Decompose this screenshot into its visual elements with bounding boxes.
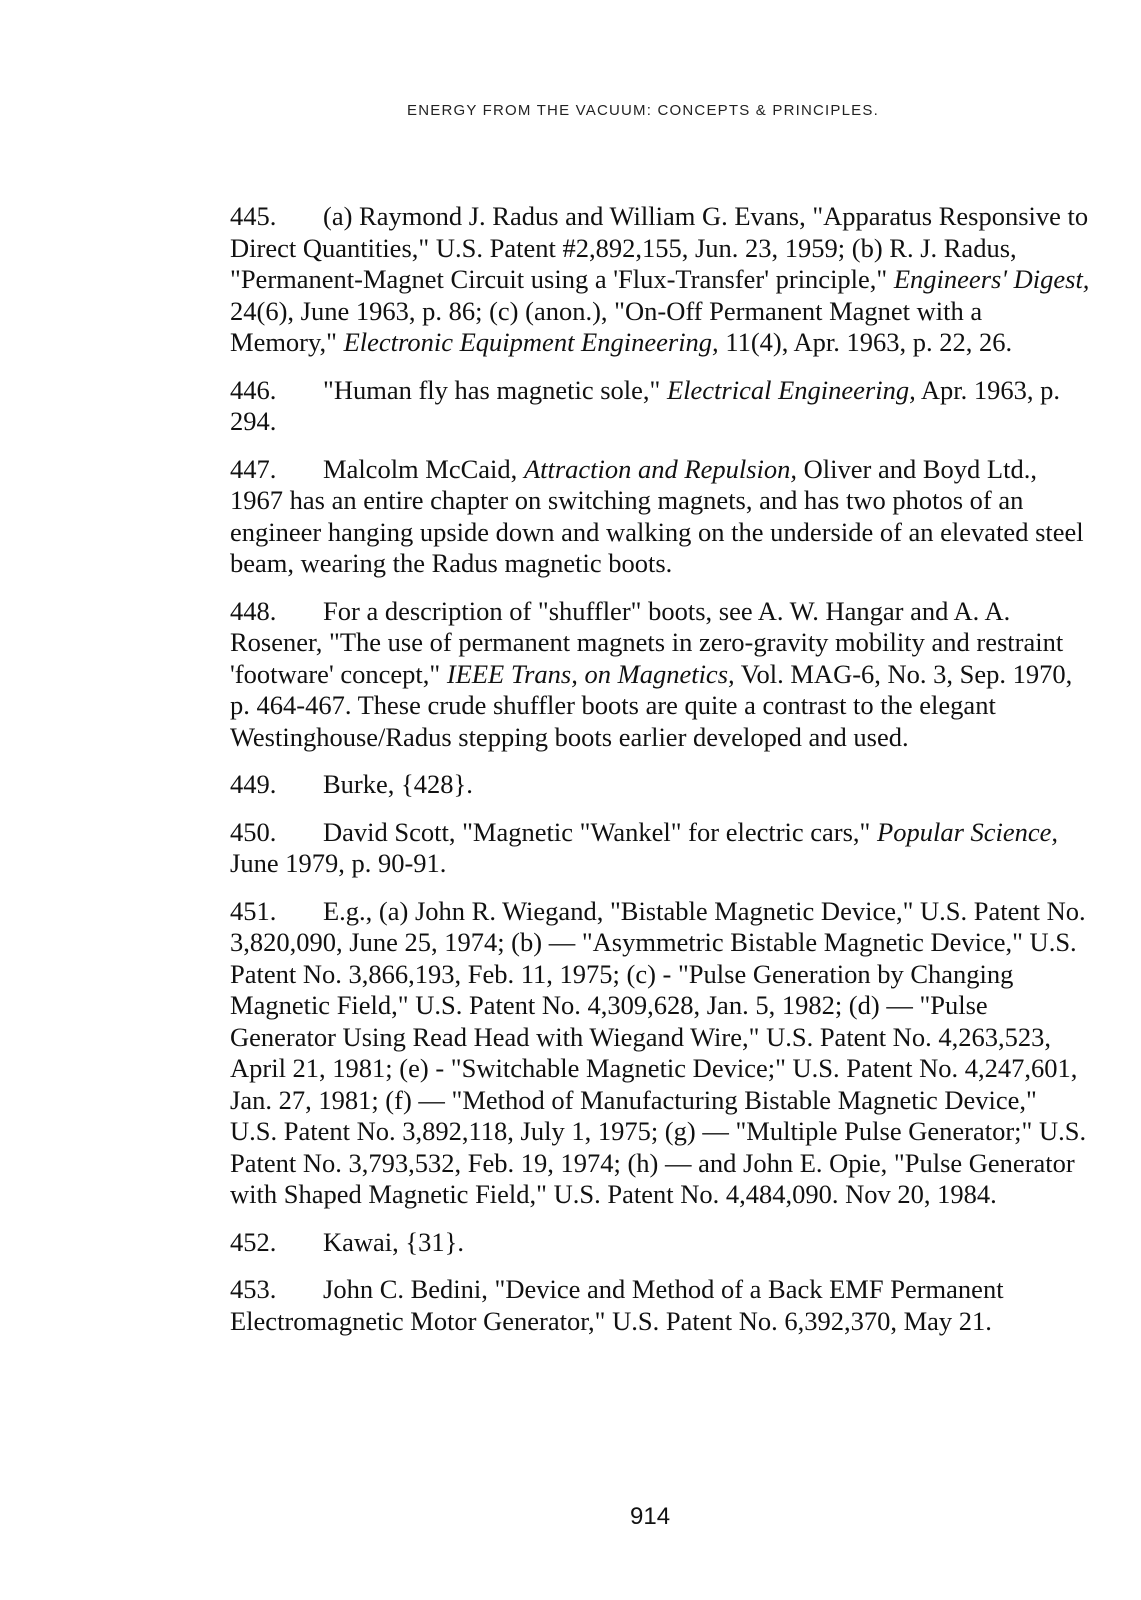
citation-title: Electronic Equipment Engineering, bbox=[343, 327, 719, 357]
citation-text: June 1979, p. 90-91. bbox=[230, 848, 447, 878]
citation-text: Burke, {428}. bbox=[323, 769, 473, 799]
endnote-number: 450. bbox=[230, 816, 277, 847]
endnote-448 bbox=[230, 596, 1090, 754]
page-number: 914 bbox=[630, 1503, 671, 1530]
citation-text: Kawai, {31}. bbox=[323, 1226, 464, 1257]
citation-title: Popular Science, bbox=[877, 816, 1059, 847]
citation-title: Electrical Engineering, bbox=[666, 374, 916, 405]
citation-text: Apr. 1963, p. 294. bbox=[230, 374, 1061, 436]
citation-title: IEEE Trans, on Magnetics, bbox=[446, 658, 735, 689]
endnotes-list bbox=[230, 201, 1090, 1353]
endnote-447 bbox=[230, 454, 1090, 580]
endnote-445 bbox=[230, 201, 1090, 359]
citation-text: John C. Bedini, "Device and Method of a Back EMF Permanent Electromagnetic Motor Generator," U.S. Patent No. 6,392,370, May 21. bbox=[230, 1274, 1004, 1336]
endnote-450 bbox=[230, 817, 1090, 880]
citation-title: Engineers' Digest, bbox=[893, 264, 1090, 294]
citation-text: Oliver and Boyd Ltd., 1967 has an entire chapter on switching magnets, and has two photos of an engineer hanging upside down and walking on the underside of an elevated steel beam, wearing the Radus magnetic boots. bbox=[230, 453, 1084, 578]
citation-text: David Scott, "Magnetic "Wankel" for electric cars," bbox=[323, 816, 878, 847]
endnote-453 bbox=[230, 1274, 1090, 1337]
endnote-number: 453. bbox=[230, 1274, 277, 1304]
citation-text: 24(6), June 1963, p. 86; (c) (anon.), "On-Off Permanent Magnet with a Memory," bbox=[230, 295, 983, 357]
endnote-number: 446. bbox=[230, 374, 277, 405]
citation-text: 11(4), Apr. 1963, p. 22, 26. bbox=[718, 327, 1013, 357]
endnote-number: 445. bbox=[230, 201, 277, 231]
citation-text: Vol. MAG-6, No. 3, Sep. 1970, p. 464-467. These crude shuffler boots are quite a contrast to the elegant Westinghouse/Radus stepping boots earlier developed and used. bbox=[230, 658, 1073, 752]
endnote-451 bbox=[230, 896, 1090, 1211]
citation-text: For a description of "shuffler" boots, see A. W. Hangar and A. A. Rosener, "The use of permanent magnets in zero-gravity mobility and restraint 'footware' concept," bbox=[230, 595, 1064, 689]
running-header: ENERGY FROM THE VACUUM: CONCEPTS & PRINCIPLES. bbox=[407, 102, 879, 119]
citation-text: "Human fly has magnetic sole," bbox=[323, 374, 667, 405]
endnote-452 bbox=[230, 1227, 1090, 1259]
citation-text: E.g., (a) John R. Wiegand, "Bistable Magnetic Device," U.S. Patent No. 3,820,090, June 25, 1974; (b) — "Asymmetric Bistable Magnetic Device," U.S. Patent No. 3,866,193, Feb. 11, 1975; (c) - "Pulse Generation by Changing Magnetic Field," U.S. Patent No. 4,309,628, Jan. 5, 1982; (d) — "Pulse Generator Using Read Head with Wiegand Wire," U.S. Patent No. 4,263,523, April 21, 1981; (e) - "Switchable Magnetic Device;" U.S. Patent No. 4,247,601, Jan. 27, 1981; (f) — "Method of Manufacturing Bistable Magnetic Device," U.S. Patent No. 3,892,118, July 1, 1975; (g) — "Multiple Pulse Generator;" U.S. Patent No. 3,793,532, Feb. 19, 1974; (h) — and John E. Opie, "Pulse Generator with Shaped Magnetic Field," U.S. Patent No. 4,484,090. Nov 20, 1984. bbox=[230, 895, 1087, 1209]
endnote-number: 449. bbox=[230, 769, 277, 799]
endnote-number: 451. bbox=[230, 895, 277, 926]
citation-title: Attraction and Repulsion, bbox=[523, 453, 798, 484]
citation-text: Malcolm McCaid, bbox=[323, 453, 524, 484]
endnote-number: 452. bbox=[230, 1226, 277, 1257]
endnote-number: 448. bbox=[230, 595, 277, 626]
citation-text: (a) Raymond J. Radus and William G. Evans, "Apparatus Responsive to Direct Quantities," U.S. Patent #2,892,155, Jun. 23, 1959; (b) R. J. Radus, "Permanent-Magnet Circuit using a 'Flux-Transfer' principle," bbox=[230, 201, 1089, 294]
endnote-446 bbox=[230, 375, 1090, 438]
endnote-number: 447. bbox=[230, 453, 277, 484]
endnote-449 bbox=[230, 769, 1090, 801]
